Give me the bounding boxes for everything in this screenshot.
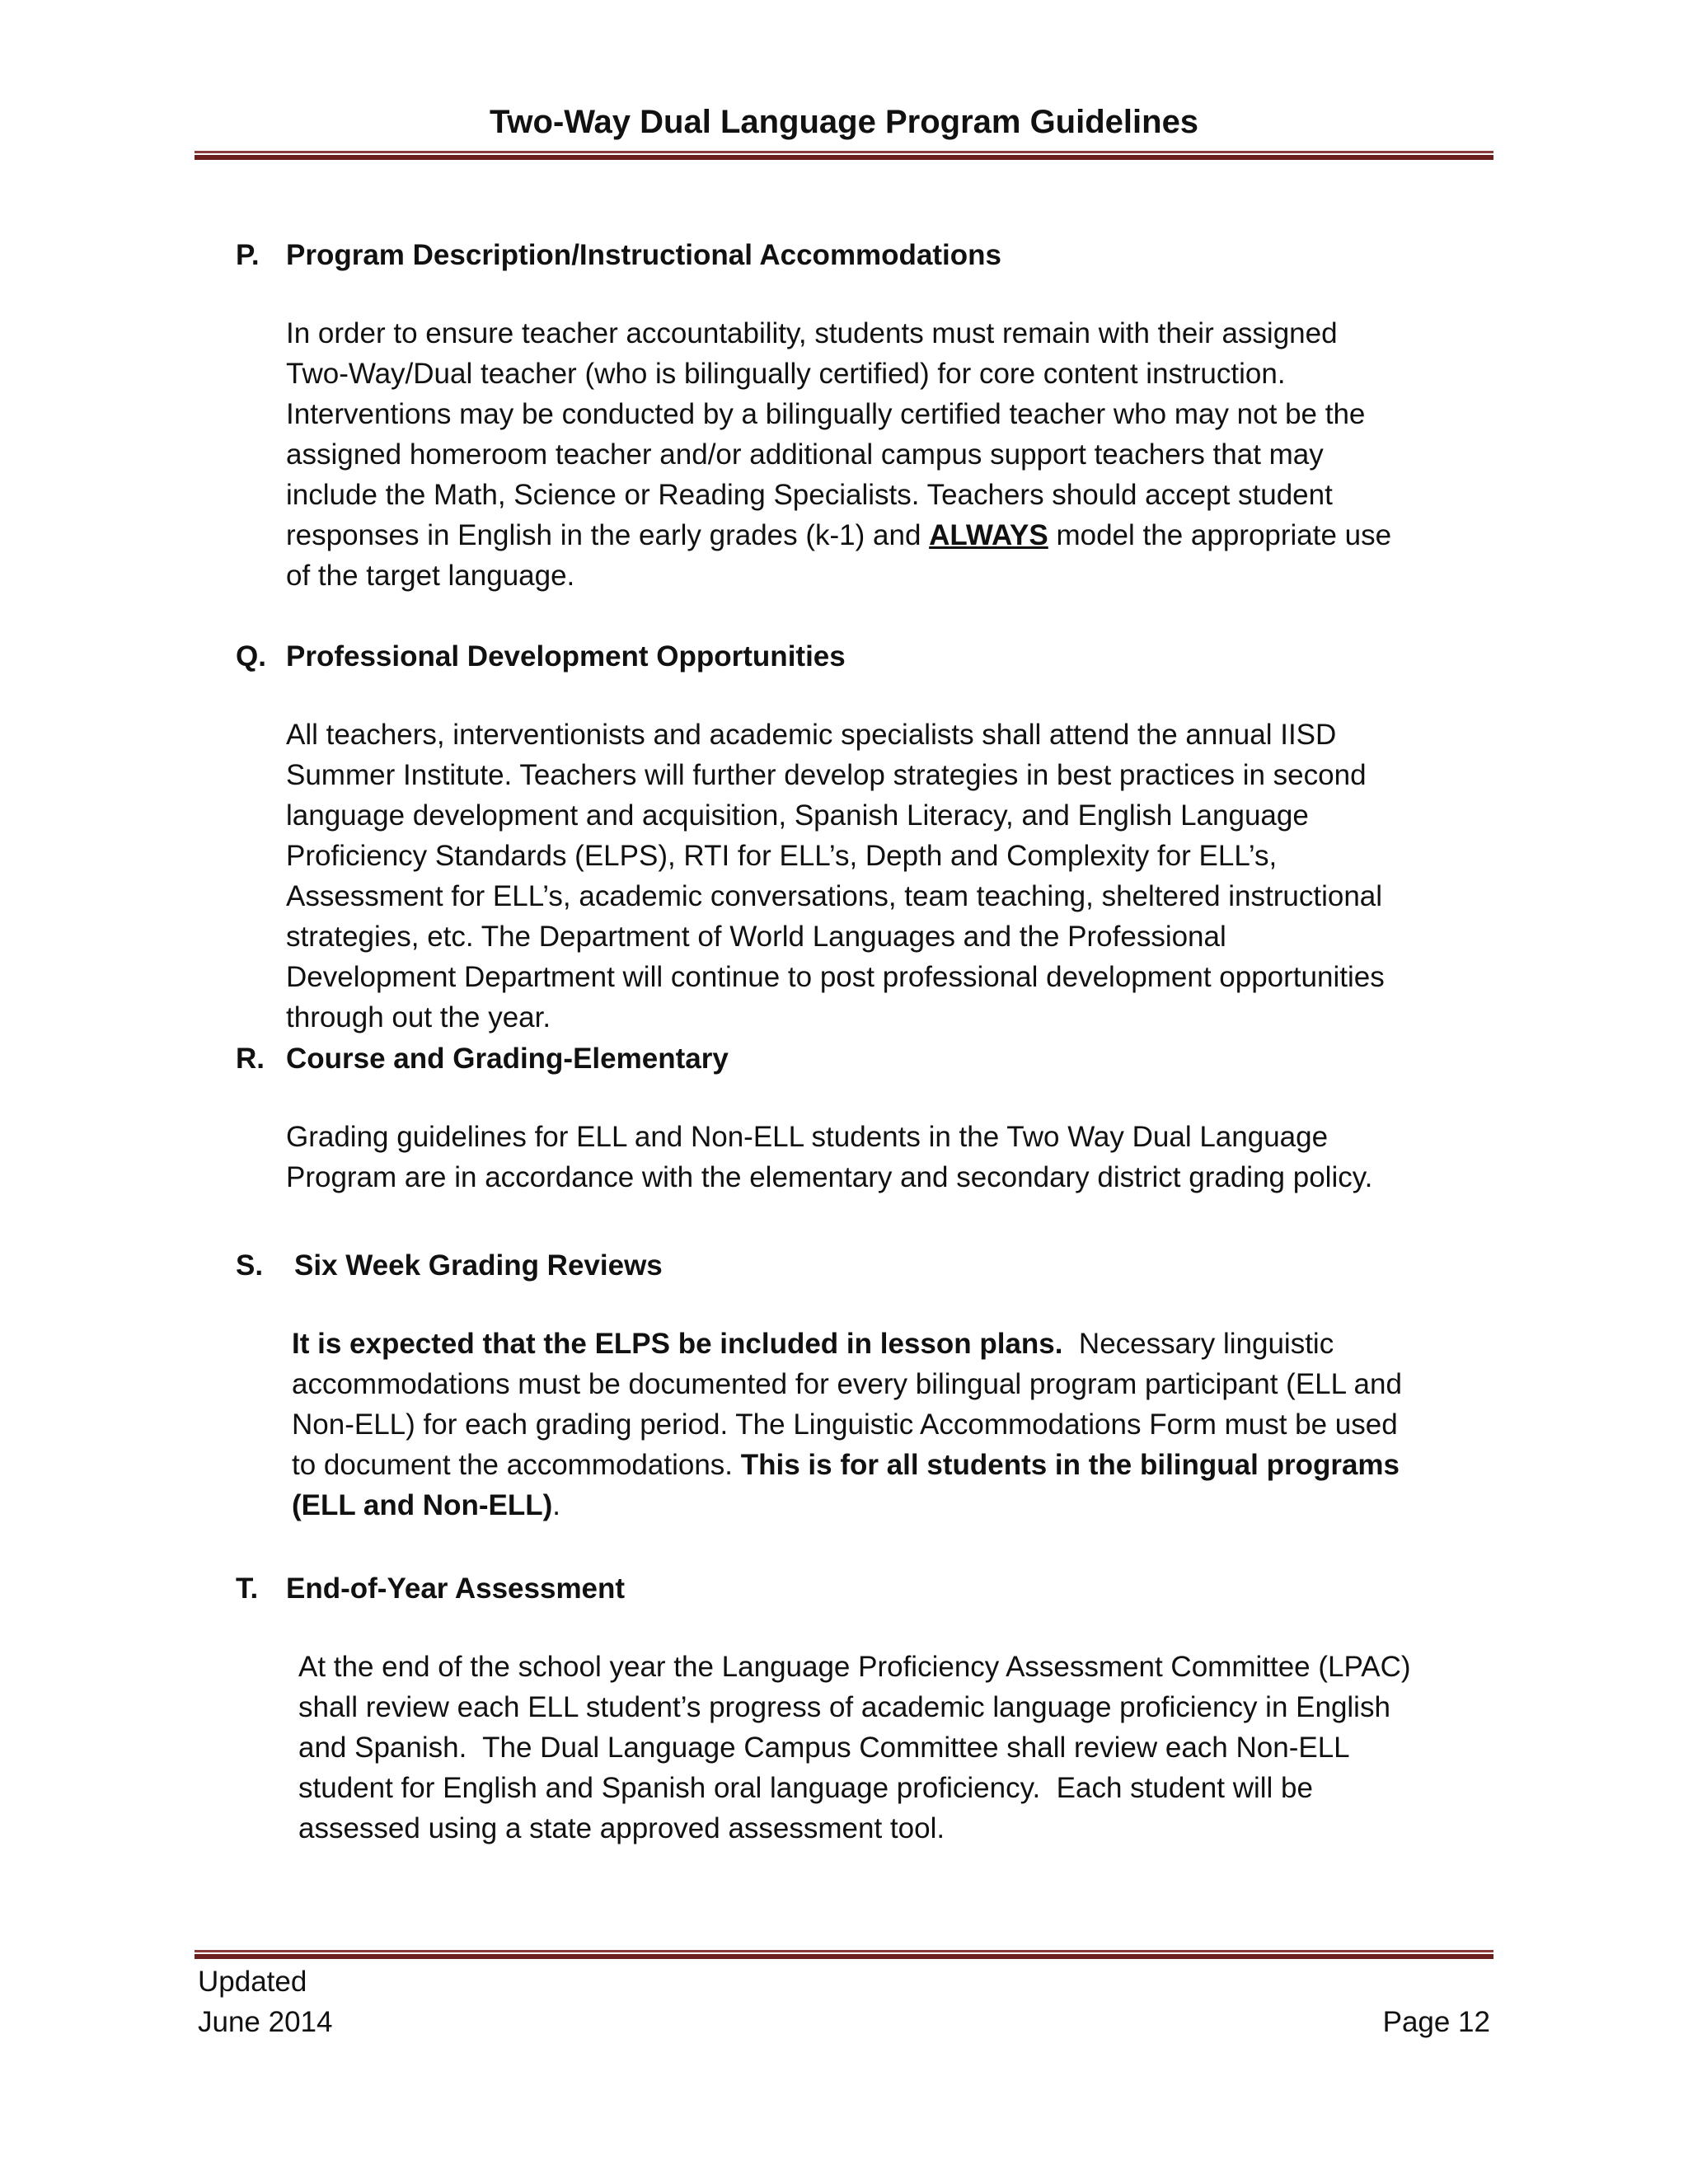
section-letter: R. bbox=[236, 1043, 265, 1075]
section-heading bbox=[195, 637, 1493, 677]
section-heading bbox=[195, 1039, 1493, 1079]
footer-row bbox=[198, 2002, 1490, 2042]
section-title: Program Description/Instructional Accommodations bbox=[286, 239, 1002, 271]
section-title: End-of-Year Assessment bbox=[286, 1572, 626, 1605]
header-rule bbox=[195, 151, 1493, 160]
section-title: Course and Grading-Elementary bbox=[286, 1043, 729, 1075]
section-body bbox=[195, 1324, 1410, 1526]
page-footer bbox=[198, 1961, 1490, 2042]
body-bold-text: It is expected that the ELPS be included in lesson plans. bbox=[292, 1328, 1063, 1360]
section-r bbox=[195, 1039, 1493, 1197]
footer-rule bbox=[195, 1950, 1493, 1959]
section-body: Grading guidelines for ELL and Non-ELL students in the Two Way Dual Language Program are in accordance with the elementary and secondary district grading policy. bbox=[286, 1121, 1373, 1193]
body-text: In order to ensure teacher accountability, students must remain with their assigned Two-Way/Dual teacher (who is bilingually certified) for core content instruction. Interventions may be conducted by a bilingually certified teacher who may not be the assigned homeroom teacher and/or additional campus support teachers that may include the Math, Science or Reading Specialists. Teachers should accept student responses in English in the early grades (k-1) and bbox=[286, 317, 1366, 551]
section-t bbox=[195, 1569, 1493, 1849]
section-heading bbox=[195, 1246, 1493, 1286]
section-letter: P. bbox=[236, 239, 260, 271]
section-body: At the end of the school year the Language Proficiency Assessment Committee (LPAC) shall review each ELL student’s progress of academic language proficiency in English and Spanish. The Dual Language Campus Committee shall review each Non-ELL student for English and Spanish oral language proficiency. Each student will be assessed using a state approved assessment tool. bbox=[298, 1651, 1419, 1844]
section-q bbox=[195, 637, 1493, 1038]
section-s bbox=[195, 1246, 1493, 1526]
body-text: model the appropriate use of the target language. bbox=[286, 519, 1392, 592]
page-title: Two-Way Dual Language Program Guidelines bbox=[489, 104, 1199, 140]
section-heading bbox=[195, 1569, 1493, 1609]
footer-date: June 2014 bbox=[198, 2006, 333, 2038]
emphasis-always: ALWAYS bbox=[929, 519, 1048, 551]
section-body bbox=[195, 313, 1402, 596]
body-text: Necessary linguistic accommodations must be documented for every bilingual program participant (ELL and Non-ELL) for each grading period. The Linguistic Accommodations Form must be used to document the accommodations. bbox=[292, 1328, 1410, 1481]
footer-updated-label: Updated bbox=[198, 1966, 307, 1998]
header-rule-thick bbox=[195, 155, 1493, 160]
footer-rule-thick bbox=[195, 1954, 1493, 1959]
section-letter: T. bbox=[236, 1572, 259, 1605]
section-body: All teachers, interventionists and academic specialists shall attend the annual IISD Summer Institute. Teachers will further develop strategies in best practices in second language development and acquisition, Spanish Literacy, and English Language Proficiency Standards (ELPS), RTI for ELL’s, Depth and Complexity for ELL’s, Assessment for ELL’s, academic conversations, team teaching, sheltered instructional strategies, etc. The Department of World Languages and the Professional Development Department will continue to post professional development opportunities through out the year. bbox=[286, 719, 1385, 1033]
section-letter: S. bbox=[236, 1249, 264, 1282]
page-number: Page 12 bbox=[1382, 2006, 1490, 2038]
section-letter: Q. bbox=[236, 640, 266, 673]
section-p bbox=[195, 236, 1493, 596]
section-title: Six Week Grading Reviews bbox=[294, 1249, 663, 1282]
section-heading bbox=[195, 236, 1493, 275]
body-text: . bbox=[552, 1489, 560, 1521]
section-title: Professional Development Opportunities bbox=[286, 640, 846, 673]
body-bold-text: This is for all students in the bilingual programs (ELL and Non-ELL) bbox=[292, 1449, 1400, 1521]
